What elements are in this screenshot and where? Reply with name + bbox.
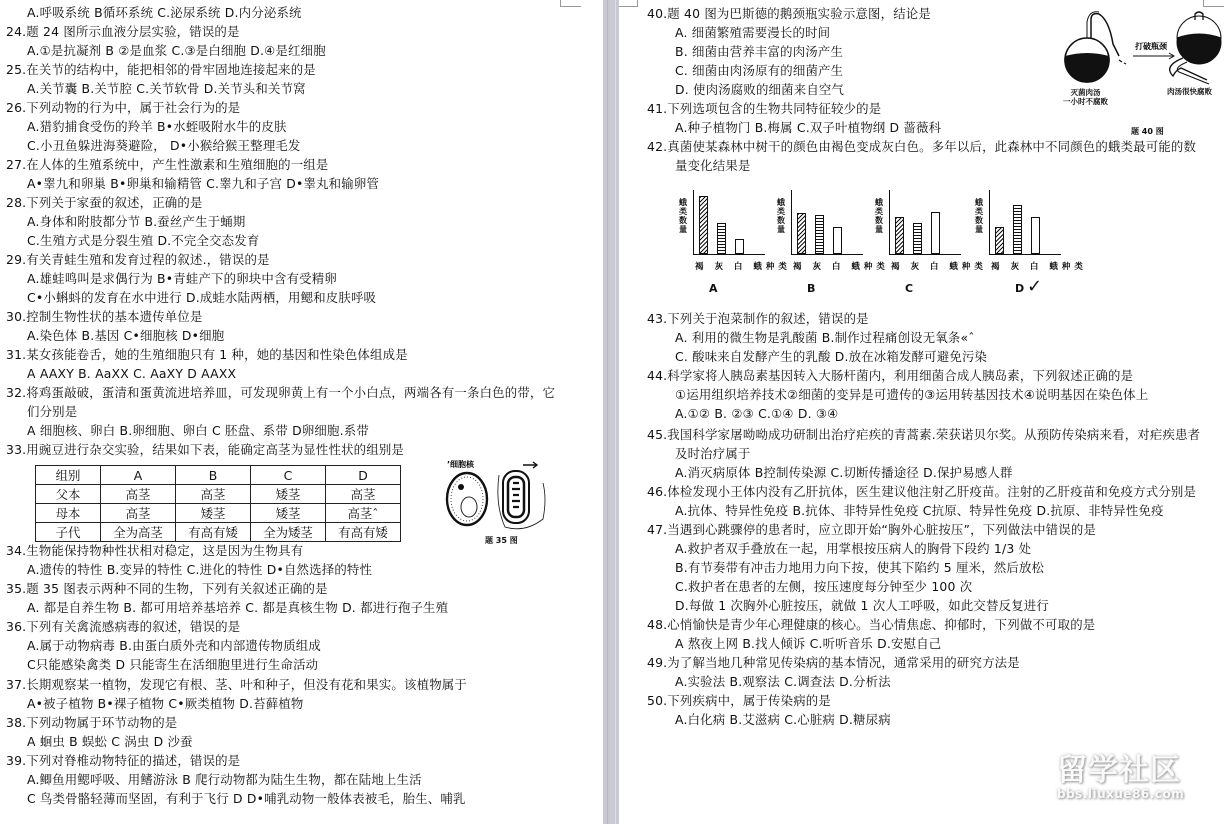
- moth-chart-a: [679, 190, 791, 295]
- y-axis: [989, 190, 990, 254]
- cross-breeding-table: [35, 465, 401, 542]
- bar-灰: [717, 223, 726, 254]
- question-stem: 48.心悄愉快是青少年心理健康的核心。当心情焦虑、抑郁时，下列做不可取的是: [647, 617, 1096, 632]
- chart-option-letter: B: [807, 282, 816, 295]
- y-axis-label: 蛾类数量: [777, 198, 785, 234]
- question-stem: 29.有关青蛙生殖和发育过程的叙述.，错误的是: [6, 252, 270, 267]
- table-header-row: [36, 466, 401, 485]
- answer-options: A 熬夜上网 B.找人倾诉 C.听听音乐 D.安慰自己: [675, 636, 942, 651]
- answer-options: A.雄蛙鸣叫是求偶行为 B•青蛙产下的卵块中含有受精卵: [27, 271, 337, 286]
- page-corner-mark: [619, 0, 638, 7]
- question-stem: 28.下列关于家蚕的叙述，正确的是: [6, 195, 203, 210]
- table-cell: 有高有矮: [326, 523, 401, 542]
- table-cell: 高茎: [326, 485, 401, 504]
- question-stem: 39.下列对脊椎动物特征的描述，错误的是: [6, 753, 241, 768]
- question-stem: 45.我国科学家屠呦呦成功研制出治疗疟疾的青蒿素.荣获诺贝尔奖。从预防传染病来看，对疟疾患者: [647, 427, 1201, 442]
- answer-options: A.①是抗凝剂 B ②是血浆 C.③是白细胞 D.④是红细胞: [27, 43, 326, 58]
- bar-灰: [1013, 205, 1022, 254]
- chart-option-letter: D: [1015, 282, 1025, 295]
- x-axis-labels: 褐 灰 白 蛾种类: [793, 262, 889, 272]
- table-cell: 母本: [36, 504, 101, 523]
- answer-options: A.①② B. ②③ C.①④ D. ③④: [675, 406, 839, 421]
- x-axis: [693, 254, 765, 255]
- answer-options: 量变化结果是: [675, 158, 751, 173]
- figure-35: [445, 455, 555, 545]
- answer-options: A.属于动物病毒 B.由蛋白质外壳和内部遗传物质组成: [27, 638, 321, 653]
- answer-options: A.关节囊 B.关节腔 C.关节软骨 D.关节头和关节窝: [27, 81, 306, 96]
- moth-chart-c: [875, 190, 987, 295]
- document-page-left: [0, 0, 603, 824]
- table-header-cell: C: [251, 466, 326, 485]
- table-row: [36, 504, 401, 523]
- answer-options: A 细胞核、卵白 B.卵细胞、卵白 C 胚盘、系带 D卵细胞.系带: [27, 423, 369, 438]
- svg-text:打破瓶颈: 打破瓶颈: [1135, 42, 1167, 51]
- moth-chart-d: [975, 190, 1087, 297]
- answer-options: A.实验法 B.观察法 C.调查法 D.分析法: [675, 674, 891, 689]
- bar-褐: [699, 196, 708, 254]
- chart-option-letter: C: [905, 282, 914, 295]
- y-axis-label: 蛾类数量: [679, 198, 687, 234]
- answer-options: C.救护者在患者的左侧，按压速度每分钟至少 100 次: [675, 579, 973, 594]
- answer-options: A.白化病 B.艾滋病 C.心脏病 D.糖尿病: [675, 712, 891, 727]
- answer-options: 们分别是: [27, 404, 78, 419]
- site-watermark: [1057, 755, 1184, 801]
- answer-options: A.种子植物门 B.梅属 C.双子叶植物纲 D 蔷薇科: [675, 120, 942, 135]
- question-stem: 24.题 24 图所示血液分层实验，错误的是: [6, 24, 240, 39]
- y-axis-label: 蛾类数量: [975, 198, 983, 234]
- y-axis: [889, 190, 890, 254]
- bar-灰: [815, 215, 824, 254]
- question-stem: 41.下列选项包含的生物共同特征较少的是: [647, 101, 882, 116]
- answer-options: A.呼吸系统 B循环系统 C.泌尿系统 D.内分泌系统: [27, 5, 302, 20]
- bar-褐: [797, 213, 806, 254]
- question-stem: 44.科学家将人胰岛素基因转入大肠杆菌内，利用细菌合成人胰岛素，下列叙述正确的是: [647, 368, 1134, 383]
- answer-options: A.救护者双手叠放在一起，用掌根按压病人的胸骨下段约 1/3 处: [675, 541, 1032, 556]
- question-stem: 25.在关节的结构中，能把相邻的骨牢固地连接起来的是: [6, 62, 316, 77]
- question-stem: 42.真菌使某森林中树干的颜色由褐色变成灰白色。多年以后，此森林中不同颜色的蛾类最可能的数: [647, 139, 1197, 154]
- x-axis-labels: 褐 灰 白 蛾种类: [695, 262, 791, 272]
- question-stem: 37.长期观察某一植物，发现它有根、茎、叶和种子，但没有花和果实。该植物属于: [6, 677, 467, 692]
- bar-灰: [913, 223, 922, 254]
- table-cell: 矮茎: [176, 504, 251, 523]
- cell-organisms-illustration: [445, 455, 555, 533]
- question-stem: 32.将鸡蛋敲破，蛋清和蛋黄流进培养皿，可发现卵黄上有一个小白点，两端各有一条白色的带，它: [6, 385, 556, 400]
- answer-options: A.抗体、特异性免疫 B.抗体、非特异性免疫 C抗原、特异性免疫 D.抗原、非特异性免疫: [675, 503, 1164, 518]
- x-axis: [989, 254, 1061, 255]
- table-row: [36, 485, 401, 504]
- y-axis: [791, 190, 792, 254]
- answer-options: A.鲫鱼用鳃呼吸、用鳍游泳 B 爬行动物都为陆生生物，都在陆地上生活: [27, 772, 422, 787]
- question-stem: 36.下列有关禽流感病毒的叙述，错误的是: [6, 619, 241, 634]
- x-axis-labels: 褐 灰 白 蛾种类: [991, 262, 1087, 272]
- table-header-cell: B: [176, 466, 251, 485]
- table-cell: 有高有矮: [176, 523, 251, 542]
- answer-options: A AAXY B. AaXX C. AaXY D AAXX: [27, 366, 237, 381]
- moth-chart-b: [777, 190, 889, 295]
- table-cell: 矮茎: [251, 504, 326, 523]
- answer-options: A. 细菌繁殖需要漫长的时间: [675, 25, 831, 40]
- y-axis: [693, 190, 694, 254]
- bar-褐: [895, 217, 904, 254]
- answer-options: A. 利用的微生物是乳酸菌 B.制作过程痛创设无氧条«ˆ: [675, 330, 975, 345]
- answer-options: C只能感染禽类 D 只能寄生在活细胞里进行生命活动: [27, 657, 319, 672]
- flask-right-label: 肉汤很快腐败: [1167, 87, 1212, 96]
- table-row: [36, 523, 401, 542]
- bar-白: [833, 227, 842, 254]
- table-cell: 子代: [36, 523, 101, 542]
- answer-options: B.有节奏带有冲击力地用力向下按，使其下陷约 5 厘米，然后放松: [675, 560, 1045, 575]
- bar-褐: [995, 227, 1004, 254]
- y-axis-label: 蛾类数量: [875, 198, 883, 234]
- table-cell: 高茎: [176, 485, 251, 504]
- figure-40-caption: 题 40 图: [1131, 127, 1164, 136]
- answer-options: 及时治疗属于: [675, 446, 751, 461]
- question-stem: 50.下列疾病中，属于传染病的是: [647, 693, 831, 708]
- answer-options: C.小丑鱼躲进海葵避险， D•小猴给猴王整理毛发: [27, 138, 301, 153]
- answer-options: C.生殖方式是分裂生殖 D.不完全交态发育: [27, 233, 260, 248]
- table-header-cell: D: [326, 466, 401, 485]
- answer-options: A.染色体 B.基因 C•细胞核 D•细胞: [27, 328, 225, 343]
- page-corner-mark: [560, 0, 581, 7]
- answer-options: C•小蝌蚪的发育在水中进行 D.成蛙水陆两栖，用鳃和皮肤呼吸: [27, 290, 377, 305]
- answer-options: A.消灭病原体 B控制传染源 C.切断传播途径 D.保护易感人群: [675, 465, 1013, 480]
- answer-options: B. 细菌由营养丰富的肉汤产生: [675, 44, 844, 59]
- bar-白: [735, 239, 744, 254]
- answer-options: D. 使肉汤腐败的细菌来自空气: [675, 82, 845, 97]
- question-stem: 27.在人体的生殖系统中，产生性激素和生殖细胞的一组是: [6, 157, 329, 172]
- table-cell: 高茎ˆ: [326, 504, 401, 523]
- answer-options: A•睾九和卵巢 B•卵巢和输精管 C.睾九和子宫 D•睾丸和输卵管: [27, 176, 380, 191]
- bar-白: [1031, 217, 1040, 254]
- table-cell: 高茎: [101, 504, 176, 523]
- answer-options: A. 都是自养生物 B. 都可用培养基培养 C. 都是真核生物 D. 都进行孢子生殖: [27, 600, 449, 615]
- question-stem: 33.用豌豆进行杂交实验，结果如下表，能确定高茎为显性性状的组别是: [6, 442, 405, 457]
- table-cell: 全为高茎: [101, 523, 176, 542]
- question-stem: 40.题 40 图为巴斯德的鹅颈瓶实验示意图，结论是: [647, 6, 931, 21]
- answer-options: A 蛔虫 B 蜈蚣 C 涡虫 D 沙蚕: [27, 734, 193, 749]
- chart-option-letter: A: [709, 282, 718, 295]
- answer-options: A.猎豹捕食受伤的羚羊 B•水蛭吸附水牛的皮肤: [27, 119, 287, 134]
- question-stem: 35.题 35 图表示两种不同的生物，下列有关叙述正确的是: [6, 581, 328, 596]
- swan-neck-flask-illustration: [1049, 8, 1225, 98]
- question-stem: 46.体检发现小王体内没有乙肝抗体，医生建议他注射乙肝疫苗。注射的乙肝疫苗和免疫方式分别是: [647, 484, 1197, 499]
- x-axis: [791, 254, 863, 255]
- page-corner-mark: [1203, 0, 1224, 7]
- table-cell: 全为矮茎: [251, 523, 326, 542]
- flask-left-label-line2: 一小时不腐败: [1063, 97, 1108, 106]
- question-stem: 30.控制生物性状的基本遗传单位是: [6, 309, 203, 324]
- question-stem: 31.某女孩能卷舌，她的生殖细胞只有 1 种，她的基因和性染色体组成是: [6, 347, 408, 362]
- flask-left-label-line1: 灭菌肉汤: [1070, 88, 1101, 97]
- table-cell: 父本: [36, 485, 101, 504]
- document-page-right: [619, 0, 1225, 824]
- x-axis-labels: 褐 灰 白 蛾种类: [891, 262, 987, 272]
- question-stem: 47.当遇到心跳骤停的患者时，应立即开始“胸外心脏按压”，下列做法中错误的是: [647, 522, 1097, 537]
- question-stem: 38.下列动物属于环节动物的是: [6, 715, 178, 730]
- question-stem: 26.下列动物的行为中，属于社会行为的是: [6, 100, 241, 115]
- x-axis: [889, 254, 961, 255]
- question-stem: 43.下列关于泡菜制作的叙述，错误的是: [647, 311, 869, 326]
- page-gutter: [603, 0, 619, 824]
- table-header-cell: 组别: [36, 466, 101, 485]
- answer-options: C. 细菌由肉汤原有的细菌产生: [675, 63, 844, 78]
- answer-options: ①运用组织培养技术②细菌的变异是可遗传的③运用转基因技术④说明基因在染色体上: [675, 387, 1149, 402]
- answer-options: A•被子植物 B•裸子植物 C•厥类植物 D.苔藓植物: [27, 696, 304, 711]
- figure-40: [1049, 8, 1225, 136]
- question-stem: 34.生物能保持物种性状相对稳定，这是因为生物具有: [6, 543, 304, 558]
- question-stem: 49.为了解当地几种常见传染病的基本情况，通常采用的研究方法是: [647, 655, 1020, 670]
- watermark-url: bbs.liuxue86.com: [1057, 787, 1185, 801]
- table-cell: 高茎: [101, 485, 176, 504]
- bar-白: [931, 212, 940, 254]
- figure-35-caption: 题 35 图: [485, 536, 518, 545]
- table-header-cell: A: [101, 466, 176, 485]
- checkmark-icon: ✓: [1027, 276, 1043, 297]
- answer-options: C 鸟类骨骼轻薄而坚固，有利于飞行 D D•哺乳动物一般体表被毛，胎生、哺乳: [27, 791, 466, 806]
- table-cell: 矮茎: [251, 485, 326, 504]
- answer-options: D.每做 1 次胸外心脏按压，就做 1 次人工呼吸，如此交替反复进行: [675, 598, 1049, 613]
- watermark-title: 留学社区: [1057, 753, 1181, 788]
- svg-text:ʼ细胞核: ʼ细胞核: [447, 460, 475, 469]
- flask-left-label: [1063, 88, 1108, 106]
- answer-options: C. 酸味来自发酵产生的乳酸 D.放在冰箱发酵可避免污染: [675, 349, 988, 364]
- answer-options: A.身体和附肢都分节 B.蚕丝产生于蛹期: [27, 214, 246, 229]
- answer-options: A.遗传的特性 B.变异的特性 C.进化的特性 D•自然选择的特性: [27, 562, 373, 577]
